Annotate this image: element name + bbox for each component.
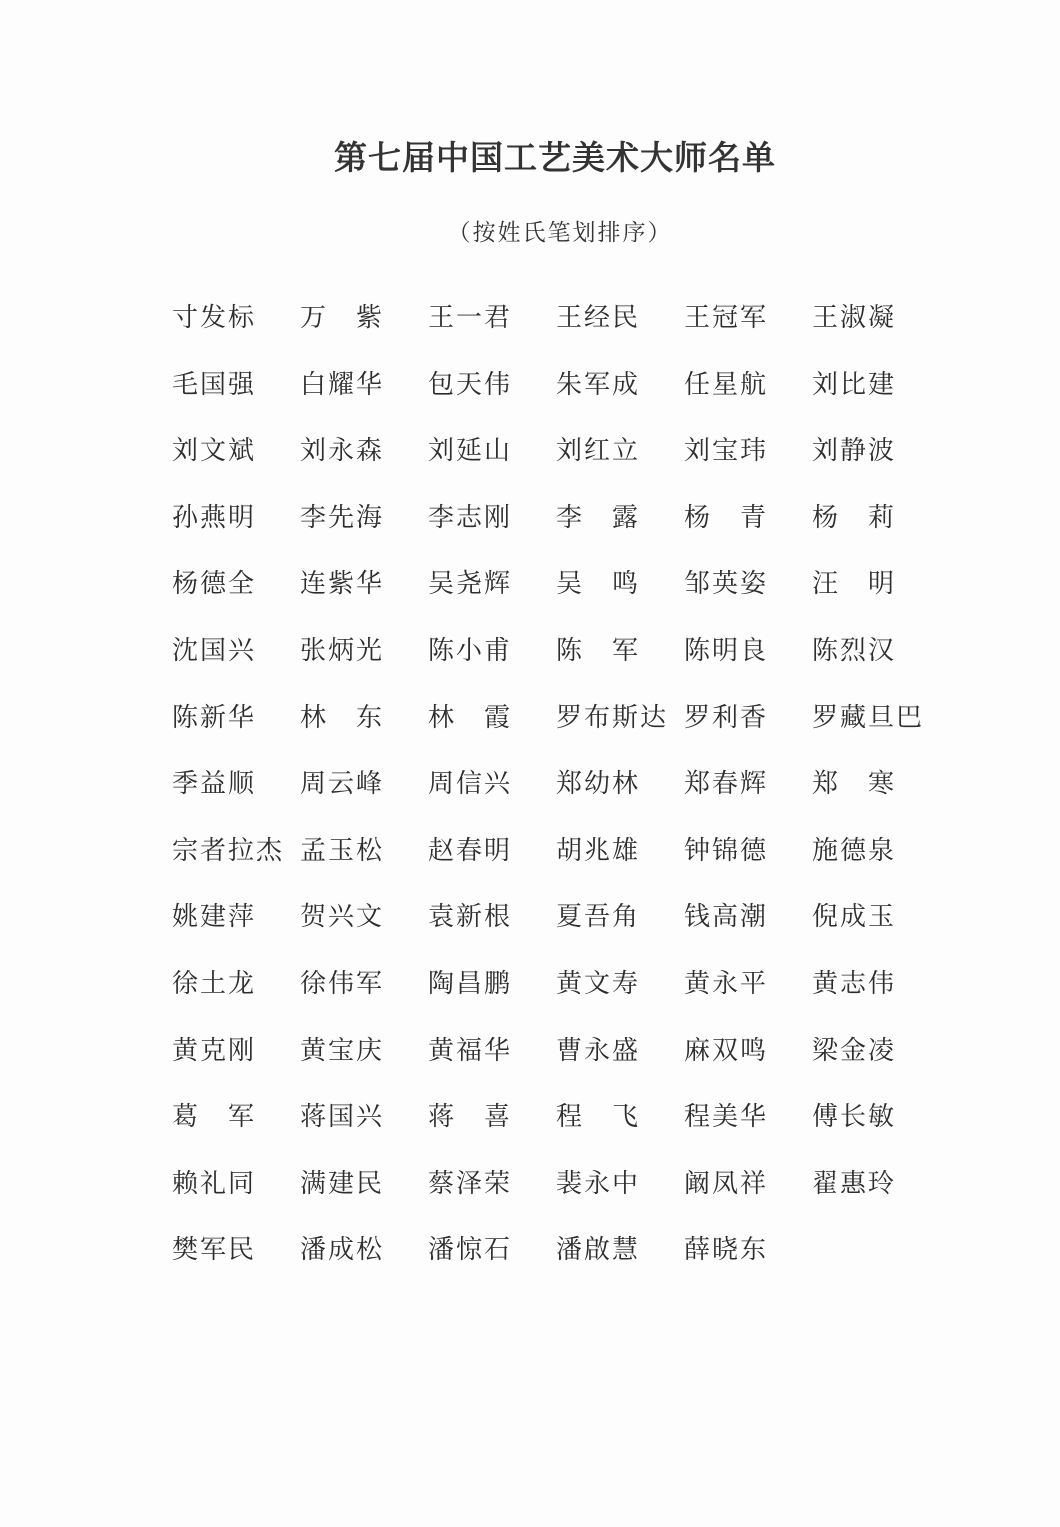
name-item: 周云峰 <box>300 769 385 800</box>
name-item: 黄宝庆 <box>300 1035 385 1066</box>
name-item: 满建民 <box>300 1168 385 1199</box>
name-item: 李志刚 <box>428 502 513 533</box>
name-item: 钟锦德 <box>684 835 769 866</box>
name-item: 连紫华 <box>300 569 385 600</box>
name-item: 刘延山 <box>428 436 513 467</box>
name-item: 罗布斯达 <box>556 702 669 733</box>
name-item: 阚凤祥 <box>684 1168 769 1199</box>
name-item: 汪 明 <box>812 569 897 600</box>
name-item: 吴 鸣 <box>556 569 641 600</box>
name-item: 夏吾角 <box>556 902 641 933</box>
name-item: 刘永森 <box>300 436 385 467</box>
name-item: 梁金凌 <box>812 1035 897 1066</box>
name-item: 杨 莉 <box>812 502 897 533</box>
name-item: 孙燕明 <box>172 502 257 533</box>
name-item: 罗藏旦巴 <box>812 702 925 733</box>
name-item: 倪成玉 <box>812 902 897 933</box>
name-item: 郑春辉 <box>684 769 769 800</box>
name-item: 周信兴 <box>428 769 513 800</box>
name-item: 蒋 喜 <box>428 1102 513 1133</box>
name-item: 杨 青 <box>684 502 769 533</box>
name-item: 陈烈汉 <box>812 635 897 666</box>
name-item: 胡兆雄 <box>556 835 641 866</box>
name-item: 刘文斌 <box>172 436 257 467</box>
name-item: 薛晓东 <box>684 1235 769 1266</box>
name-item: 王经民 <box>556 303 641 333</box>
name-item: 麻双鸣 <box>684 1035 769 1066</box>
name-item: 张炳光 <box>300 635 385 666</box>
name-item: 刘静波 <box>812 436 897 467</box>
name-item: 刘比建 <box>812 369 897 400</box>
name-item: 姚建萍 <box>172 902 257 933</box>
name-item: 赖礼同 <box>172 1168 257 1199</box>
name-item: 宗者拉杰 <box>172 835 285 866</box>
name-item: 傅长敏 <box>812 1102 897 1133</box>
name-item: 李 露 <box>556 502 641 533</box>
name-item: 王冠军 <box>684 303 769 333</box>
name-item: 黄克刚 <box>172 1035 257 1066</box>
name-item: 赵春明 <box>428 835 513 866</box>
name-item: 罗利香 <box>684 702 769 733</box>
name-item: 陶昌鹏 <box>428 968 513 999</box>
name-item: 郑幼林 <box>556 769 641 800</box>
names-list <box>172 295 952 1294</box>
name-item: 曹永盛 <box>556 1035 641 1066</box>
name-item: 季益顺 <box>172 769 257 800</box>
name-item: 任星航 <box>684 369 769 400</box>
name-item: 林 霞 <box>428 702 513 733</box>
name-item: 邹英姿 <box>684 569 769 600</box>
name-item: 潘成松 <box>300 1235 385 1266</box>
name-item: 陈新华 <box>172 702 257 733</box>
name-item: 寸发标 <box>172 303 257 333</box>
name-item: 黄志伟 <box>812 968 897 999</box>
name-item: 黄福华 <box>428 1035 513 1066</box>
page-subtitle: （按姓氏笔划排序） <box>447 220 673 246</box>
name-item: 林 东 <box>300 702 385 733</box>
name-item: 刘宝玮 <box>684 436 769 467</box>
name-item: 钱高潮 <box>684 902 769 933</box>
name-item: 陈小甫 <box>428 635 513 666</box>
name-item: 翟惠玲 <box>812 1168 897 1199</box>
name-item: 郑 寒 <box>812 769 897 800</box>
name-item: 潘惊石 <box>428 1235 513 1266</box>
name-item: 陈 军 <box>556 635 641 666</box>
name-item: 潘啟慧 <box>556 1235 641 1266</box>
name-item: 杨德全 <box>172 569 257 600</box>
name-item: 袁新根 <box>428 902 513 933</box>
name-item: 蒋国兴 <box>300 1102 385 1133</box>
name-item: 蔡泽荣 <box>428 1168 513 1199</box>
name-item: 王一君 <box>428 303 513 333</box>
name-item: 孟玉松 <box>300 835 385 866</box>
name-item: 万 紫 <box>300 303 385 333</box>
name-item: 葛 军 <box>172 1102 257 1133</box>
name-item: 樊军民 <box>172 1235 257 1266</box>
name-item: 白耀华 <box>300 369 385 400</box>
name-item: 黄永平 <box>684 968 769 999</box>
name-item: 黄文寿 <box>556 968 641 999</box>
name-item: 裴永中 <box>556 1168 641 1199</box>
name-item: 王淑凝 <box>812 303 897 333</box>
name-item: 刘红立 <box>556 436 641 467</box>
name-item: 贺兴文 <box>300 902 385 933</box>
name-item: 徐伟军 <box>300 968 385 999</box>
name-item: 毛国强 <box>172 369 257 400</box>
name-item: 朱军成 <box>556 369 641 400</box>
name-item: 程美华 <box>684 1102 769 1133</box>
page-title: 第七届中国工艺美术大师名单 <box>334 138 776 177</box>
name-item: 徐土龙 <box>172 968 257 999</box>
name-item: 施德泉 <box>812 835 897 866</box>
name-item: 吴尧辉 <box>428 569 513 600</box>
name-item: 沈国兴 <box>172 635 257 666</box>
name-item: 包天伟 <box>428 369 513 400</box>
name-item: 程 飞 <box>556 1102 641 1133</box>
name-item: 李先海 <box>300 502 385 533</box>
name-item: 陈明良 <box>684 635 769 666</box>
